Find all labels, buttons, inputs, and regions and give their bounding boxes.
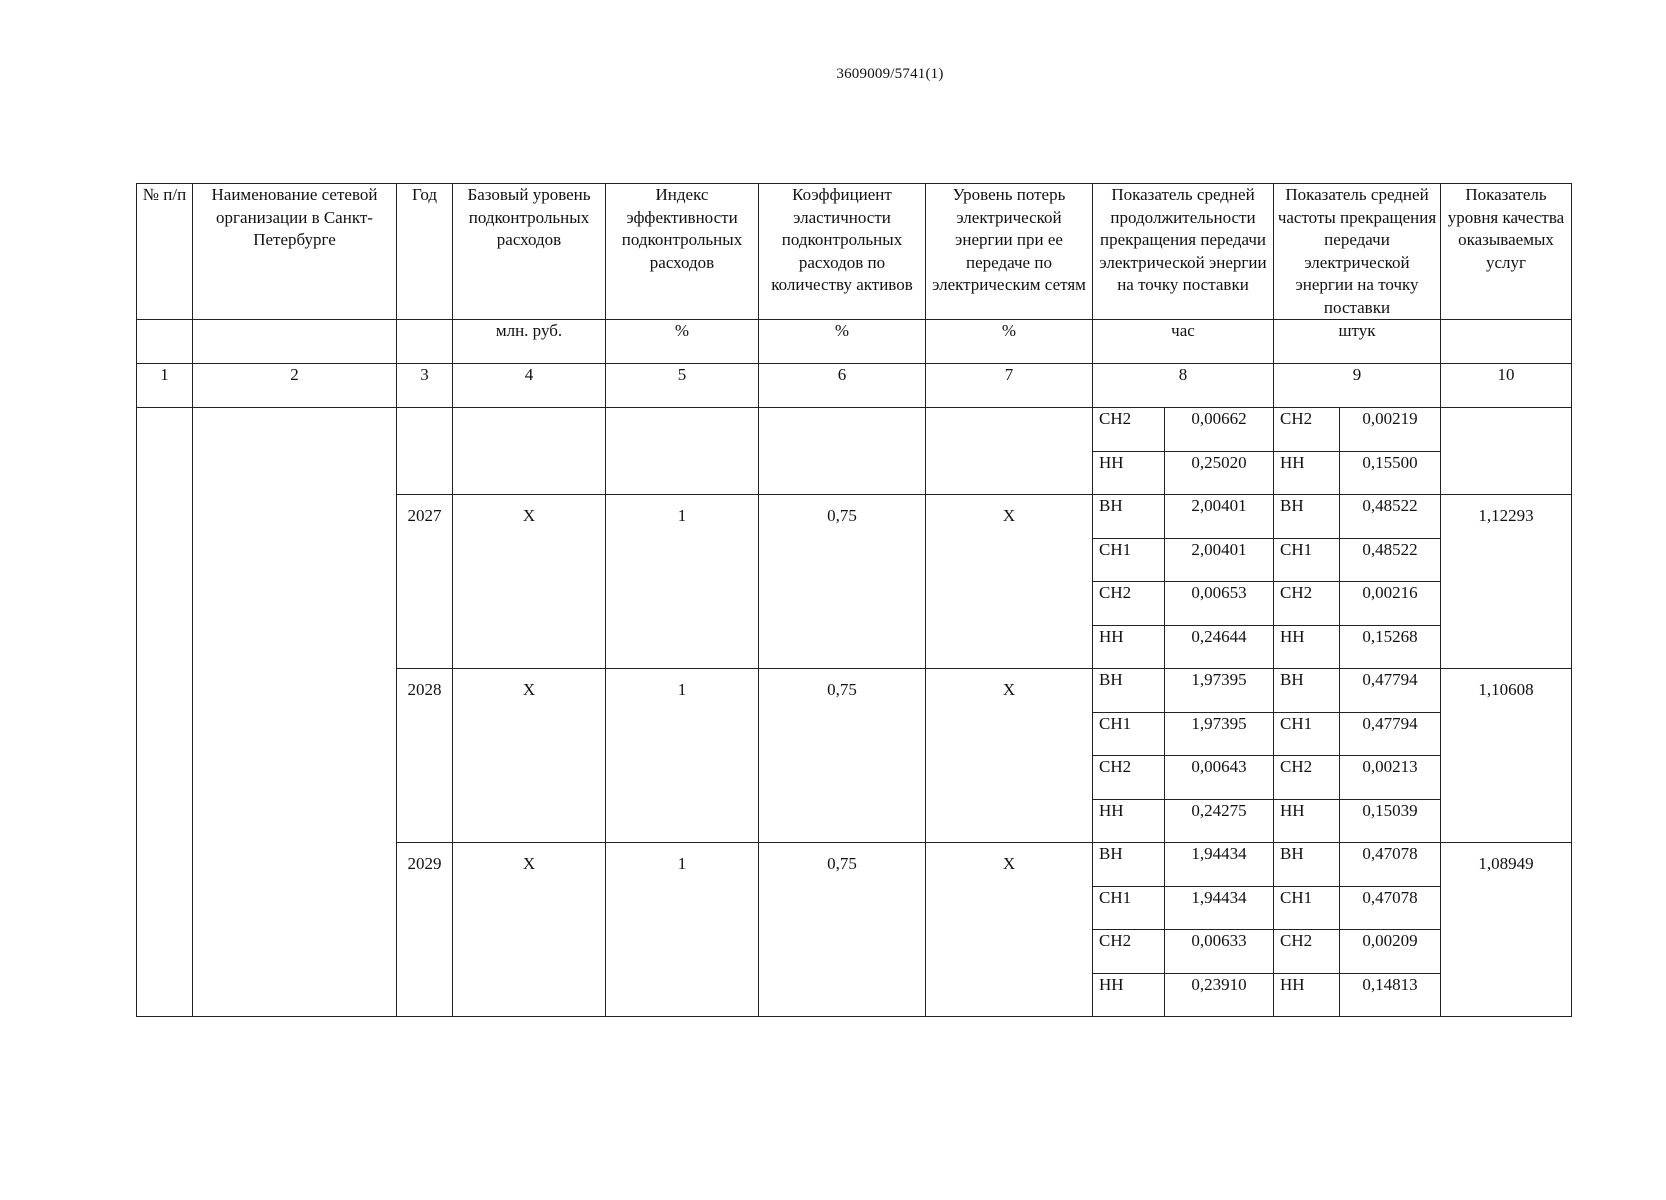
voltage-level-label: СН1 [1274, 712, 1340, 756]
table-row [137, 408, 1572, 452]
units-cell-empty [137, 320, 193, 364]
header-cell-service-quality: Показатель уровня качества оказываемых услуг [1441, 184, 1572, 320]
column-number-cell: 10 [1441, 364, 1572, 408]
frequency-value: 0,47078 [1340, 886, 1441, 930]
units-row [137, 320, 1572, 364]
voltage-level-label: СН2 [1274, 756, 1340, 800]
efficiency-index-cell: 1 [606, 495, 759, 669]
voltage-level-label: СН2 [1093, 756, 1165, 800]
duration-value: 1,97395 [1165, 669, 1274, 713]
efficiency-index-cell: 1 [606, 669, 759, 843]
duration-value: 0,00643 [1165, 756, 1274, 800]
base-expenses-cell: X [453, 495, 606, 669]
header-cell-number: № п/п [137, 184, 193, 320]
column-number-cell: 2 [193, 364, 397, 408]
elasticity-coefficient-cell: 0,75 [759, 669, 926, 843]
header-cell-interruption-duration: Показатель средней продолжительности прекращения передачи электрической энергии на точку поставки [1093, 184, 1274, 320]
year-cell: 2029 [397, 843, 453, 1017]
header-cell-efficiency-index: Индекс эффективности подконтрольных расходов [606, 184, 759, 320]
voltage-level-label: НН [1274, 973, 1340, 1017]
base-expenses-cell: X [453, 843, 606, 1017]
frequency-value: 0,00209 [1340, 930, 1441, 974]
header-cell-organization: Наименование сетевой организации в Санкт-Петербурге [193, 184, 397, 320]
column-number-cell: 8 [1093, 364, 1274, 408]
frequency-value: 0,00213 [1340, 756, 1441, 800]
units-cell-efficiency-index: % [606, 320, 759, 364]
elasticity-coefficient-cell [759, 408, 926, 495]
efficiency-index-cell [606, 408, 759, 495]
frequency-value: 0,47078 [1340, 843, 1441, 887]
column-number-cell: 6 [759, 364, 926, 408]
voltage-level-label: СН1 [1274, 886, 1340, 930]
base-expenses-cell: X [453, 669, 606, 843]
voltage-level-label: СН2 [1093, 930, 1165, 974]
units-cell-energy-losses: % [926, 320, 1093, 364]
header-cell-interruption-frequency: Показатель средней частоты прекращения передачи электрической энергии на точку поставки [1274, 184, 1441, 320]
duration-value: 2,00401 [1165, 495, 1274, 539]
energy-losses-cell: X [926, 843, 1093, 1017]
year-cell: 2027 [397, 495, 453, 669]
frequency-value: 0,48522 [1340, 538, 1441, 582]
voltage-level-label: СН1 [1093, 712, 1165, 756]
units-cell-interruption-duration: час [1093, 320, 1274, 364]
column-number-cell: 3 [397, 364, 453, 408]
header-row [137, 184, 1572, 320]
header-cell-energy-losses: Уровень потерь электрической энергии при ее передаче по электрическим сетям [926, 184, 1093, 320]
elasticity-coefficient-cell: 0,75 [759, 495, 926, 669]
duration-value: 0,00662 [1165, 408, 1274, 452]
voltage-level-label: ВН [1093, 843, 1165, 887]
voltage-level-label: ВН [1093, 669, 1165, 713]
units-cell-empty [397, 320, 453, 364]
energy-losses-cell [926, 408, 1093, 495]
units-cell-base-expenses: млн. руб. [453, 320, 606, 364]
voltage-level-label: СН1 [1093, 538, 1165, 582]
frequency-value: 0,15268 [1340, 625, 1441, 669]
column-number-cell: 9 [1274, 364, 1441, 408]
duration-value: 0,25020 [1165, 451, 1274, 495]
header-cell-elasticity-coefficient: Коэффициент эластичности подконтрольных расходов по количеству активов [759, 184, 926, 320]
organization-name-cell [193, 408, 397, 1017]
row-number-cell [137, 408, 193, 1017]
duration-value: 0,00653 [1165, 582, 1274, 626]
duration-value: 0,23910 [1165, 973, 1274, 1017]
service-quality-cell: 1,10608 [1441, 669, 1572, 843]
voltage-level-label: СН2 [1274, 408, 1340, 452]
service-quality-cell [1441, 408, 1572, 495]
energy-losses-cell: X [926, 495, 1093, 669]
voltage-level-label: НН [1093, 799, 1165, 843]
column-number-cell: 5 [606, 364, 759, 408]
duration-value: 1,94434 [1165, 886, 1274, 930]
voltage-level-label: СН2 [1274, 582, 1340, 626]
frequency-value: 0,15039 [1340, 799, 1441, 843]
efficiency-index-cell: 1 [606, 843, 759, 1017]
header-cell-base-expenses: Базовый уровень подконтрольных расходов [453, 184, 606, 320]
document-number: 3609009/5741(1) [836, 66, 944, 82]
voltage-level-label: НН [1093, 625, 1165, 669]
voltage-level-label: ВН [1274, 843, 1340, 887]
column-number-cell: 4 [453, 364, 606, 408]
voltage-level-label: НН [1093, 973, 1165, 1017]
duration-value: 0,24275 [1165, 799, 1274, 843]
voltage-level-label: СН2 [1093, 408, 1165, 452]
frequency-value: 0,00219 [1340, 408, 1441, 452]
frequency-value: 0,15500 [1340, 451, 1441, 495]
duration-value: 1,97395 [1165, 712, 1274, 756]
year-cell: 2028 [397, 669, 453, 843]
voltage-level-label: ВН [1093, 495, 1165, 539]
voltage-level-label: ВН [1274, 669, 1340, 713]
voltage-level-label: НН [1274, 451, 1340, 495]
frequency-value: 0,47794 [1340, 712, 1441, 756]
service-quality-cell: 1,08949 [1441, 843, 1572, 1017]
column-number-cell: 1 [137, 364, 193, 408]
duration-value: 2,00401 [1165, 538, 1274, 582]
elasticity-coefficient-cell: 0,75 [759, 843, 926, 1017]
frequency-value: 0,00216 [1340, 582, 1441, 626]
units-cell-elasticity-coefficient: % [759, 320, 926, 364]
column-number-cell: 7 [926, 364, 1093, 408]
column-number-row [137, 364, 1572, 408]
duration-value: 0,00633 [1165, 930, 1274, 974]
voltage-level-label: НН [1093, 451, 1165, 495]
year-cell [397, 408, 453, 495]
duration-value: 1,94434 [1165, 843, 1274, 887]
frequency-value: 0,47794 [1340, 669, 1441, 713]
units-cell-interruption-frequency: штук [1274, 320, 1441, 364]
service-quality-cell: 1,12293 [1441, 495, 1572, 669]
tariff-parameters-table [136, 183, 1572, 1017]
voltage-level-label: НН [1274, 625, 1340, 669]
duration-value: 0,24644 [1165, 625, 1274, 669]
voltage-level-label: НН [1274, 799, 1340, 843]
units-cell-empty [193, 320, 397, 364]
voltage-level-label: СН2 [1093, 582, 1165, 626]
voltage-level-label: СН1 [1274, 538, 1340, 582]
header-cell-year: Год [397, 184, 453, 320]
frequency-value: 0,48522 [1340, 495, 1441, 539]
voltage-level-label: ВН [1274, 495, 1340, 539]
frequency-value: 0,14813 [1340, 973, 1441, 1017]
voltage-level-label: СН2 [1274, 930, 1340, 974]
energy-losses-cell: X [926, 669, 1093, 843]
units-cell-service-quality [1441, 320, 1572, 364]
voltage-level-label: СН1 [1093, 886, 1165, 930]
base-expenses-cell [453, 408, 606, 495]
